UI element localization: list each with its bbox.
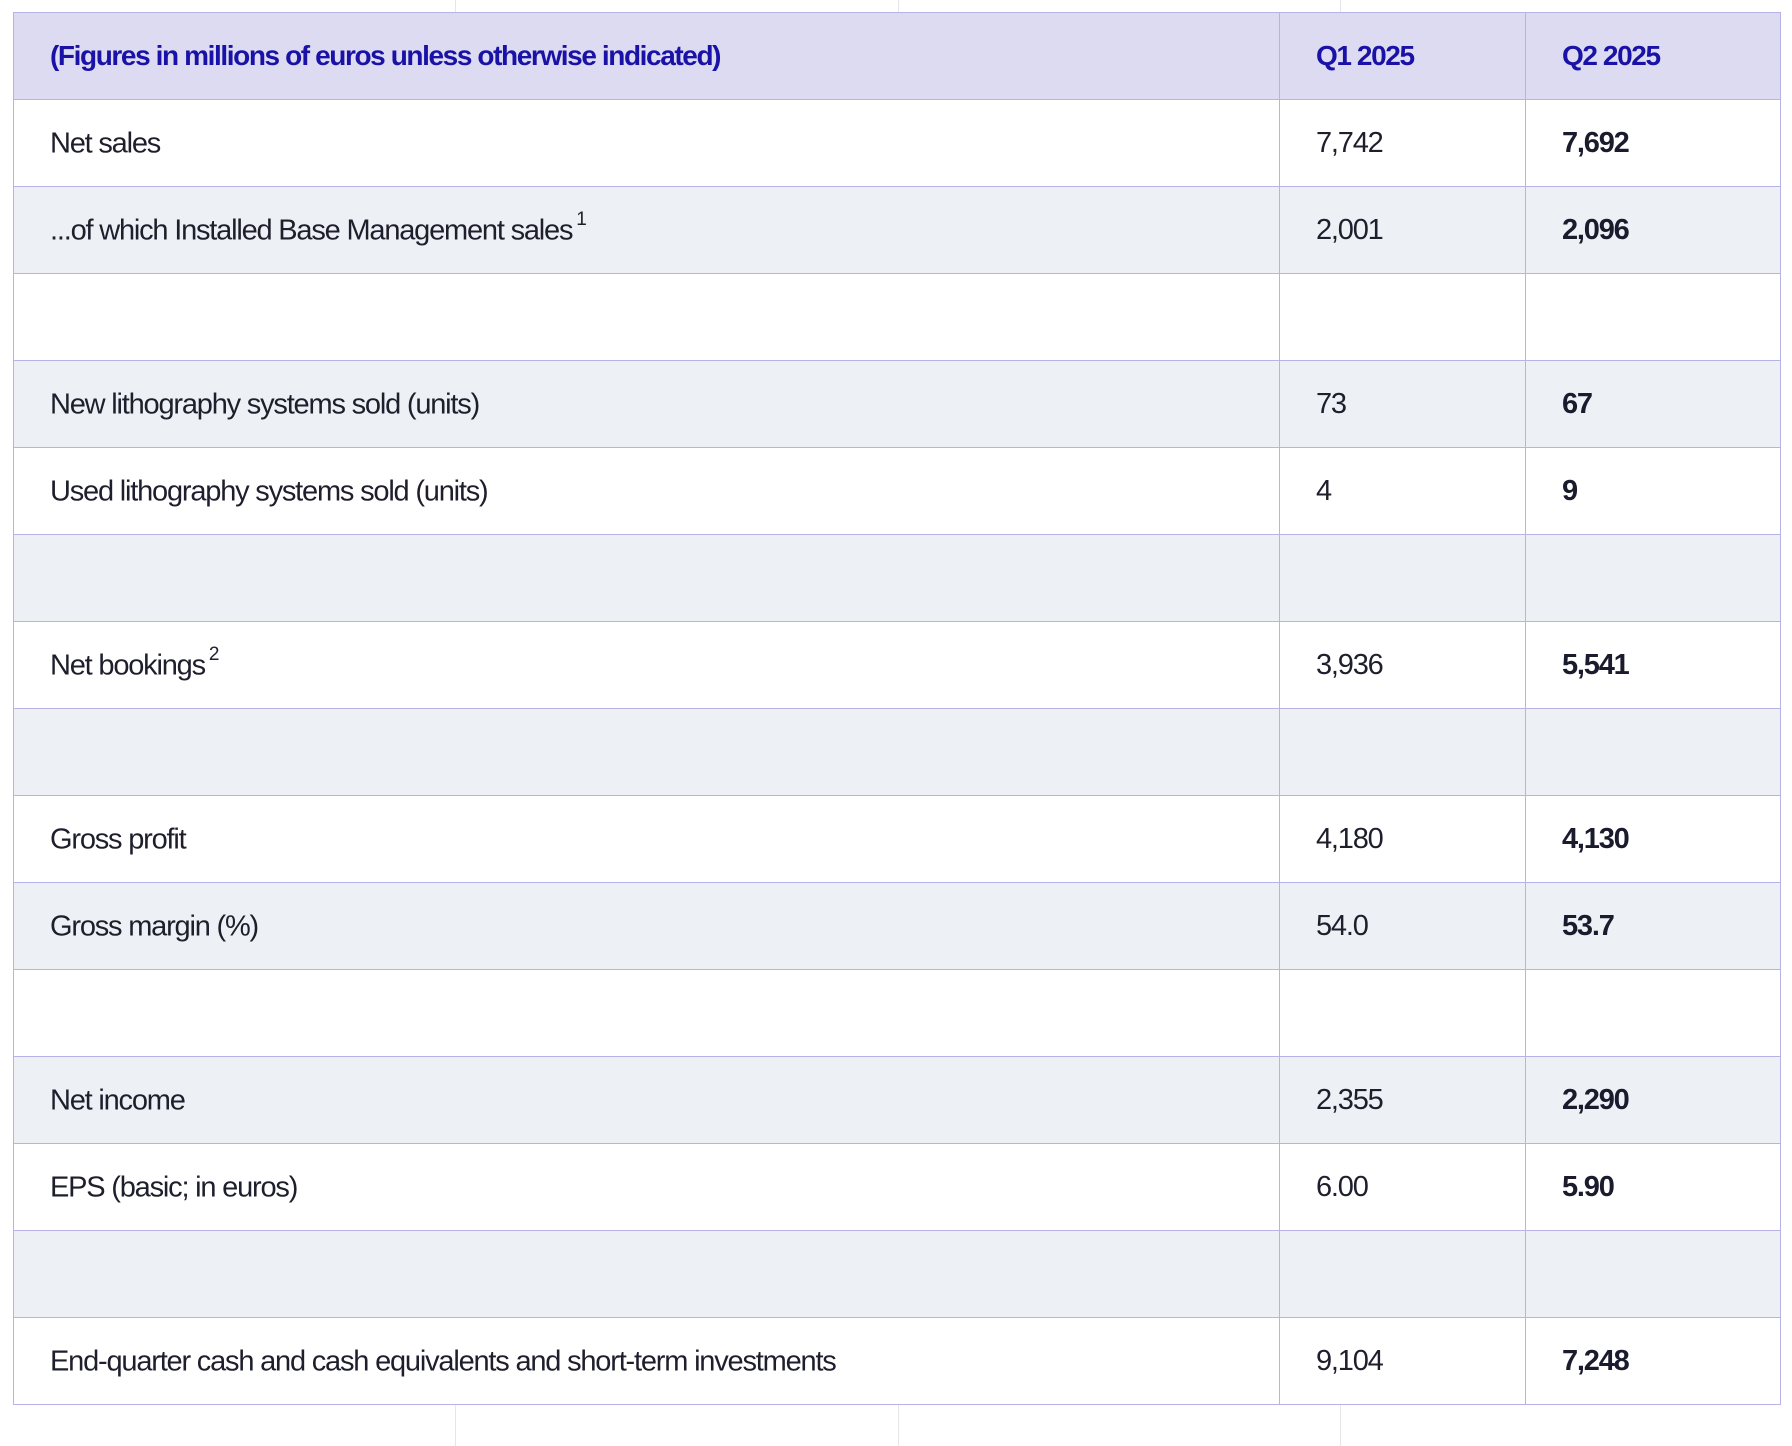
q1-value-cell	[1280, 709, 1526, 796]
row-label: Net bookings	[50, 649, 205, 682]
row-label: Gross profit	[50, 823, 186, 856]
table-row	[14, 535, 1781, 622]
q1-value-cell: 9,104	[1280, 1318, 1526, 1405]
table-row	[14, 187, 1781, 274]
table-row	[14, 274, 1781, 361]
table-row	[14, 1318, 1781, 1405]
table-row	[14, 361, 1781, 448]
financial-summary-table-container	[13, 12, 1780, 1405]
row-label-cell	[14, 274, 1280, 361]
row-label: Used lithography systems sold (units)	[50, 475, 488, 508]
q1-value-cell: 2,001	[1280, 187, 1526, 274]
q1-value-cell: 73	[1280, 361, 1526, 448]
table-row	[14, 883, 1781, 970]
q2-value-cell: 4,130	[1526, 796, 1781, 883]
row-label: Net sales	[50, 127, 161, 160]
row-label-cell	[14, 100, 1280, 187]
q2-value-cell	[1526, 709, 1781, 796]
table-row	[14, 448, 1781, 535]
q2-value-cell: 7,692	[1526, 100, 1781, 187]
q1-value-cell: 6.00	[1280, 1144, 1526, 1231]
row-label-cell	[14, 796, 1280, 883]
table-header-row	[14, 13, 1781, 100]
row-label-cell	[14, 883, 1280, 970]
q2-value-cell	[1526, 970, 1781, 1057]
header-q2-cell: Q2 2025	[1526, 13, 1781, 100]
row-label-cell	[14, 448, 1280, 535]
q2-value-cell: 53.7	[1526, 883, 1781, 970]
row-label-cell	[14, 1144, 1280, 1231]
q1-value-cell: 2,355	[1280, 1057, 1526, 1144]
financial-summary-table	[13, 12, 1781, 1405]
row-label-cell	[14, 1231, 1280, 1318]
table-row	[14, 709, 1781, 796]
row-label-cell	[14, 361, 1280, 448]
table-row	[14, 1231, 1781, 1318]
q2-value-cell	[1526, 535, 1781, 622]
table-row	[14, 100, 1781, 187]
q1-value-cell	[1280, 274, 1526, 361]
q2-value-cell: 7,248	[1526, 1318, 1781, 1405]
header-q1-cell: Q1 2025	[1280, 13, 1526, 100]
row-label: End-quarter cash and cash equivalents and short-term investments	[50, 1345, 836, 1378]
row-label-cell	[14, 709, 1280, 796]
q2-value-cell	[1526, 1231, 1781, 1318]
header-label-cell: (Figures in millions of euros unless otherwise indicated)	[14, 13, 1280, 100]
row-label-cell	[14, 187, 1280, 274]
q2-value-cell: 67	[1526, 361, 1781, 448]
row-label-cell	[14, 970, 1280, 1057]
q1-value-cell: 7,742	[1280, 100, 1526, 187]
row-label: ...of which Installed Base Management sales	[50, 214, 573, 247]
table-row	[14, 1144, 1781, 1231]
q1-value-cell: 4	[1280, 448, 1526, 535]
q2-value-cell: 9	[1526, 448, 1781, 535]
row-label: Net income	[50, 1084, 185, 1117]
q1-value-cell	[1280, 535, 1526, 622]
row-label-cell	[14, 1318, 1280, 1405]
footnote-marker: 1	[576, 208, 587, 230]
q1-value-cell: 3,936	[1280, 622, 1526, 709]
q1-value-cell	[1280, 970, 1526, 1057]
q2-value-cell: 2,096	[1526, 187, 1781, 274]
table-body	[14, 100, 1781, 1405]
q1-value-cell	[1280, 1231, 1526, 1318]
q2-value-cell: 5,541	[1526, 622, 1781, 709]
q2-value-cell: 5.90	[1526, 1144, 1781, 1231]
q2-value-cell: 2,290	[1526, 1057, 1781, 1144]
table-row	[14, 970, 1781, 1057]
q1-value-cell: 4,180	[1280, 796, 1526, 883]
q2-value-cell	[1526, 274, 1781, 361]
row-label-cell	[14, 535, 1280, 622]
row-label: Gross margin (%)	[50, 910, 258, 943]
row-label: EPS (basic; in euros)	[50, 1171, 298, 1204]
row-label-cell	[14, 1057, 1280, 1144]
row-label-cell	[14, 622, 1280, 709]
footnote-marker: 2	[208, 643, 220, 665]
q1-value-cell: 54.0	[1280, 883, 1526, 970]
row-label: New lithography systems sold (units)	[50, 388, 480, 421]
table-row	[14, 1057, 1781, 1144]
table-row	[14, 622, 1781, 709]
table-row	[14, 796, 1781, 883]
